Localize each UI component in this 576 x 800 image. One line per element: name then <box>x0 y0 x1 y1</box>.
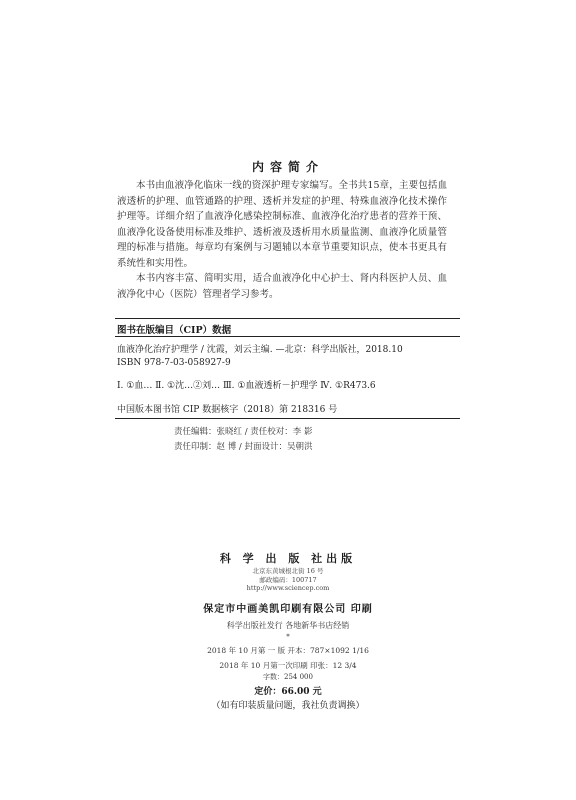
abstract-paragraph-2: 本书内容丰富、简明实用，适合血液净化中心护士、肾内科医护人员、血液净化中心（医院）管理者学习参考。 <box>117 273 447 300</box>
cip-heading: 图书在版编目（CIP）数据 <box>117 325 232 336</box>
cip-title-line: 血液净化治疗护理学 / 沈霞，刘云主编. —北京：科学出版社，2018.10 <box>117 345 403 355</box>
publisher-postcode: 邮政编码：100717 <box>259 576 317 584</box>
publisher-address: 北京东黄城根北街 16 号 <box>252 567 324 575</box>
word-count: 字数：254 000 <box>263 673 313 681</box>
separator-star: * <box>286 633 290 641</box>
printing-spec: 2018 年 10 月第一次印刷 印张：12 3/4 <box>219 661 357 670</box>
abstract-body <box>117 178 447 302</box>
cip-heading-rule <box>115 336 460 337</box>
issuer-line: 科学出版社发行 各地新华书店经销 <box>226 621 350 630</box>
publisher-name: 科 学 出 版 社出版 <box>219 552 357 565</box>
cip-top-rule <box>115 318 460 319</box>
staff-line-editors: 责任编辑：张晓红 / 责任校对：李 影 <box>174 427 313 437</box>
price: 定价：66.00 元 <box>254 687 322 697</box>
quality-notice: （如有印装质量问题，我社负责调换） <box>211 701 365 711</box>
cip-isbn: ISBN 978-7-03-058927-9 <box>117 358 231 368</box>
cip-record-number: 中国版本图书馆 CIP 数据核字（2018）第 218316 号 <box>117 405 338 415</box>
abstract-title: 内容简介 <box>251 160 324 174</box>
cip-bottom-rule <box>115 418 460 419</box>
cip-classification: Ⅰ. ①血… Ⅱ. ①沈…②刘… Ⅲ. ①血液透析－护理学 Ⅳ. ①R473.6 <box>117 381 376 391</box>
publisher-website: http://www.sciencep.com <box>246 584 330 592</box>
abstract-paragraph-1: 本书由血液净化临床一线的资深护理专家编写。全书共15章，主要包括血液透析的护理、血管通路的护理、透析并发症的护理、特殊血液净化技术操作护理等。详细介绍了血液净化感染控制标准、血液净化治疗患者的营养干预、血液净化设备使用标准及维护、透析液及透析用水质量监测、血液净化质量管理的标准与措施。每章均有案例与习题辅以本章节重要知识点，使本书更具有系统性和实用性。 <box>117 180 447 269</box>
staff-line-production: 责任印制：赵 博 / 封面设计：吴朝洪 <box>174 442 313 452</box>
printer-name: 保定市中画美凯印刷有限公司 印刷 <box>203 604 373 615</box>
edition-spec: 2018 年 10 月第 一 版 开本：787×1092 1/16 <box>207 646 369 655</box>
